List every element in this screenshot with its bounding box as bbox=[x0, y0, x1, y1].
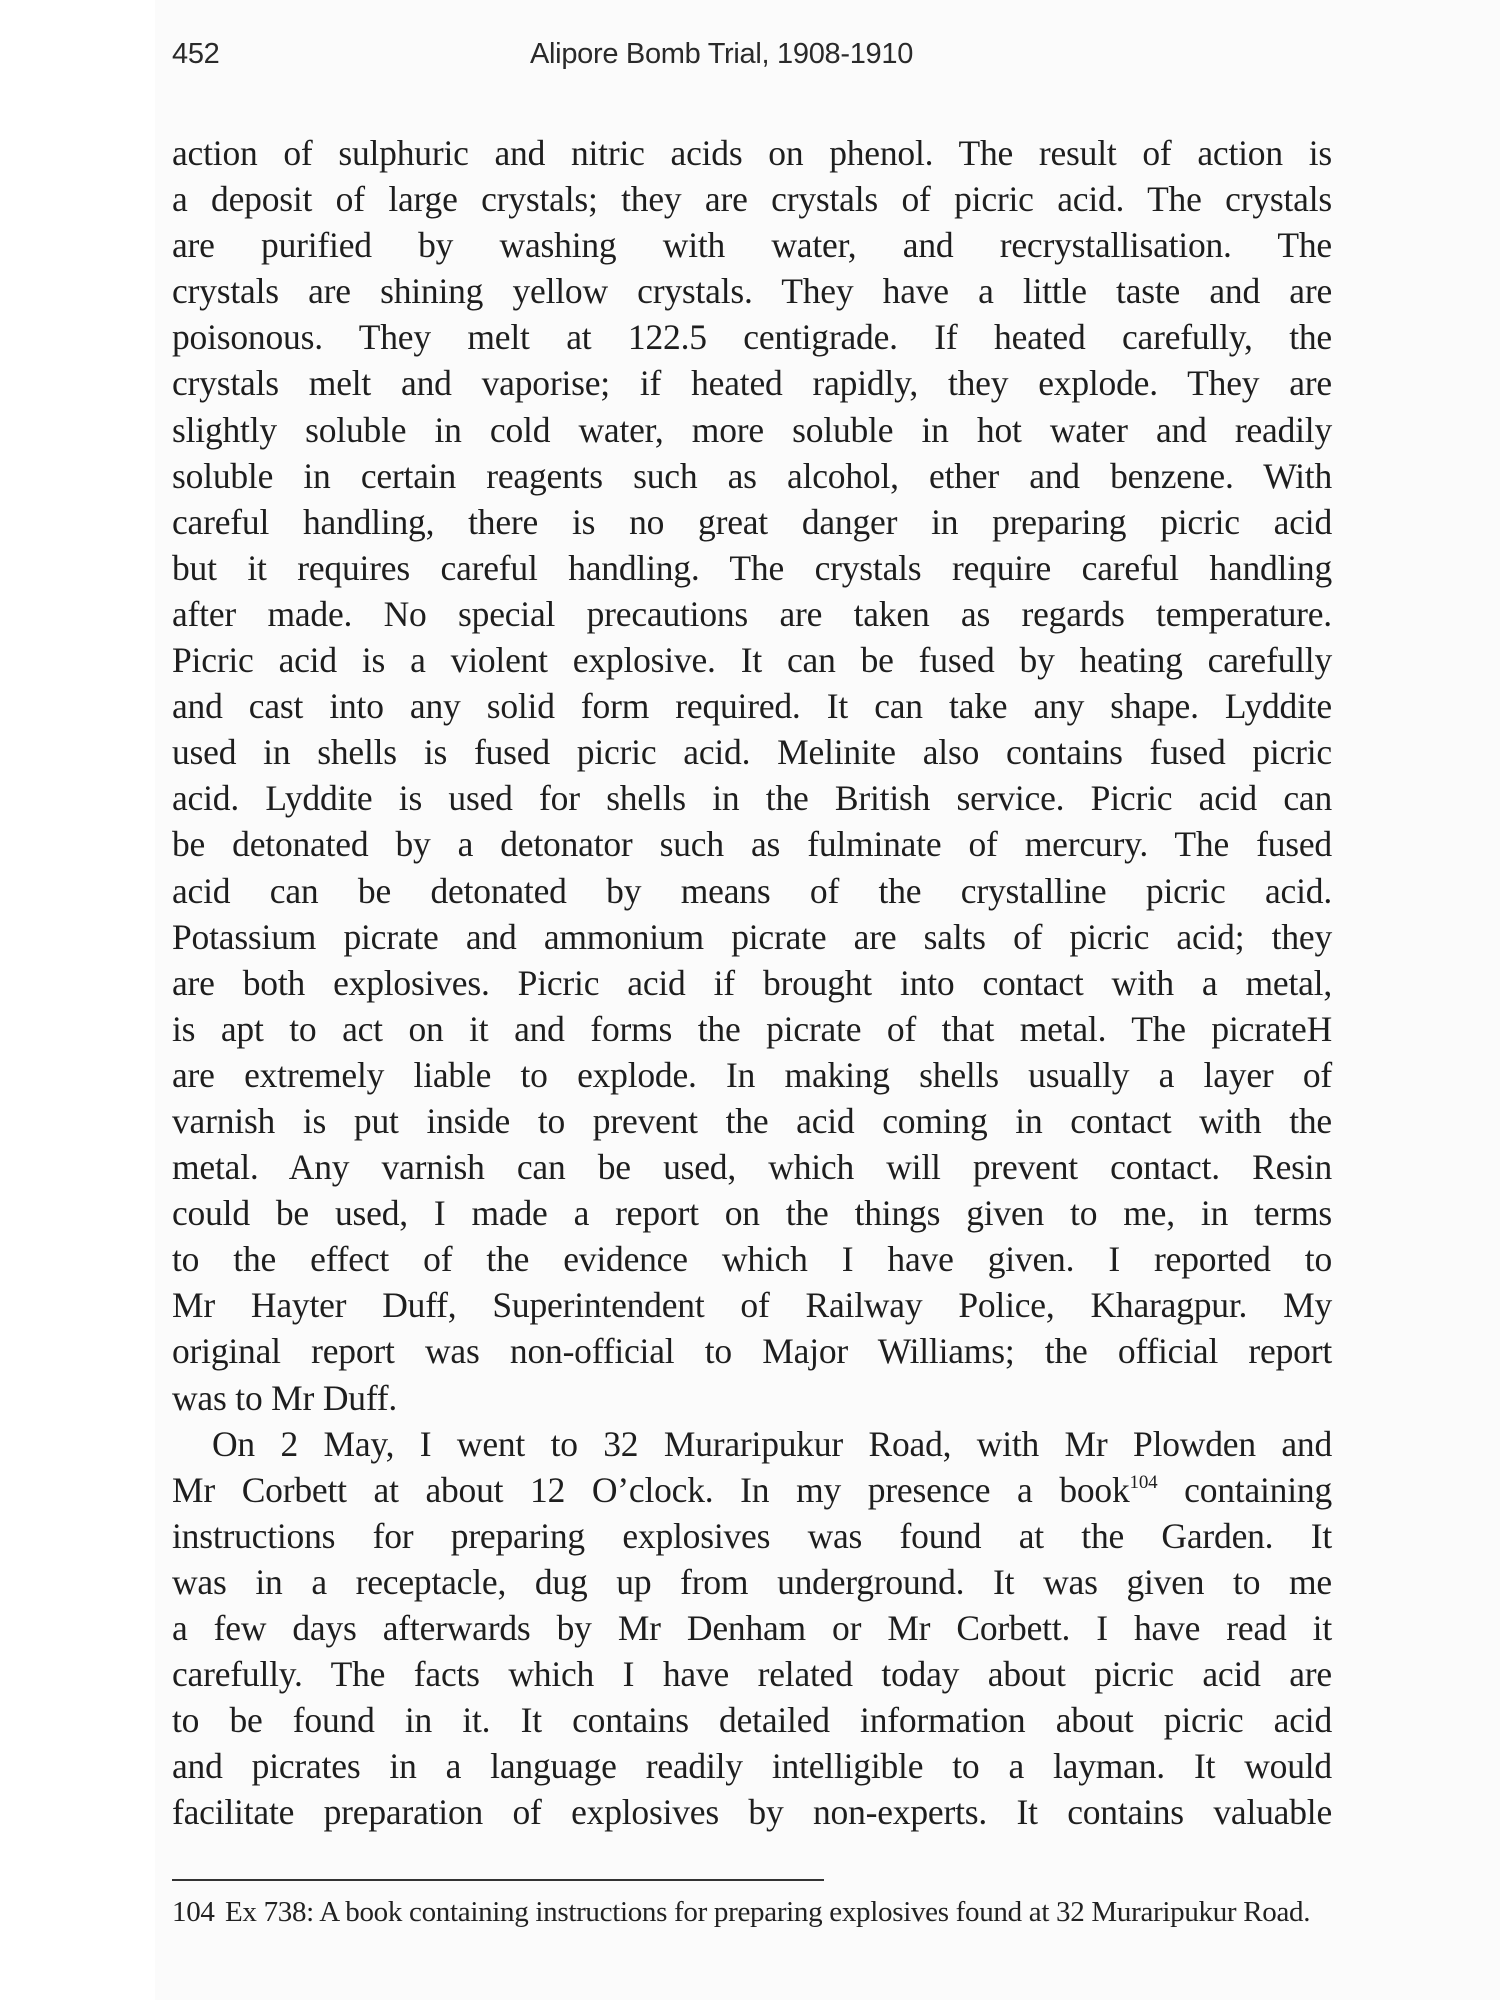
text-line: carefully. The facts which I have related today about picric acid are bbox=[172, 1654, 1332, 1695]
text-line: are purified by washing with water, and recrystallisation. The bbox=[172, 225, 1332, 266]
text-line: after made. No special precautions are taken as regards temperature. bbox=[172, 593, 1332, 634]
text-line: and picrates in a language readily intelligible to a layman. It would bbox=[172, 1746, 1332, 1787]
footnote-text: Ex 738: A book containing instructions for preparing explosives found at 32 Muraripukur Road. bbox=[225, 1896, 1311, 1928]
text-line: acid can be detonated by means of the crystalline picric acid. bbox=[172, 870, 1332, 911]
text-line: careful handling, there is no great danger in preparing picric acid bbox=[172, 501, 1332, 542]
footnote-divider bbox=[172, 1879, 824, 1881]
text-line: crystals are shining yellow crystals. They have a little taste and are bbox=[172, 271, 1332, 312]
body-text bbox=[172, 130, 1332, 1835]
text-line: Mr Hayter Duff, Superintendent of Railway Police, Kharagpur. My bbox=[172, 1285, 1332, 1326]
text-line: a few days afterwards by Mr Denham or Mr Corbett. I have read it bbox=[172, 1608, 1332, 1648]
text-line: Picric acid is a violent explosive. It can be fused by heating carefully bbox=[172, 640, 1332, 681]
text-line: Potassium picrate and ammonium picrate are salts of picric acid; they bbox=[172, 916, 1332, 957]
text-segment: containing bbox=[1157, 1469, 1332, 1510]
text-line: facilitate preparation of explosives by non-experts. It contains valuable bbox=[172, 1792, 1332, 1833]
text-line: acid. Lyddite is used for shells in the British service. Picric acid can bbox=[172, 778, 1332, 819]
text-line: used in shells is fused picric acid. Melinite also contains fused picric bbox=[172, 732, 1332, 773]
text-line: to be found in it. It contains detailed information about picric acid bbox=[172, 1700, 1332, 1741]
text-line: was to Mr Duff. bbox=[172, 1377, 398, 1418]
text-line: original report was non-official to Major Williams; the official report bbox=[172, 1331, 1332, 1372]
text-line-with-footnote-ref bbox=[172, 1467, 1332, 1513]
text-line: crystals melt and vaporise; if heated rapidly, they explode. They are bbox=[172, 363, 1332, 404]
footnote-reference[interactable]: 104 bbox=[1129, 1471, 1158, 1493]
text-line: could be used, I made a report on the things given to me, in terms bbox=[172, 1193, 1332, 1234]
running-title: Alipore Bomb Trial, 1908-1910 bbox=[530, 38, 914, 70]
text-line: a deposit of large crystals; they are crystals of picric acid. The crystals bbox=[172, 179, 1332, 220]
text-line: action of sulphuric and nitric acids on phenol. The result of action is bbox=[172, 133, 1332, 173]
paragraph-2-first-line: On 2 May, I went to 32 Muraripukur Road, with Mr Plowden and bbox=[212, 1423, 1332, 1464]
text-line: be detonated by a detonator such as fulminate of mercury. The fused bbox=[172, 824, 1332, 865]
text-line: soluble in certain reagents such as alcohol, ether and benzene. With bbox=[172, 455, 1332, 496]
running-head bbox=[172, 38, 1332, 78]
text-line: metal. Any varnish can be used, which will prevent contact. Resin bbox=[172, 1147, 1332, 1188]
text-segment: Mr Corbett at about 12 O’clock. In my presence a book bbox=[172, 1469, 1130, 1510]
text-line: slightly soluble in cold water, more soluble in hot water and readily bbox=[172, 409, 1332, 450]
text-line: poisonous. They melt at 122.5 centigrade. If heated carefully, the bbox=[172, 317, 1332, 358]
text-line: are extremely liable to explode. In making shells usually a layer of bbox=[172, 1054, 1332, 1095]
text-line: was in a receptacle, dug up from underground. It was given to me bbox=[172, 1561, 1332, 1602]
text-line: varnish is put inside to prevent the acid coming in contact with the bbox=[172, 1100, 1332, 1141]
page-number: 452 bbox=[172, 38, 220, 70]
footnote-number: 104 bbox=[172, 1896, 215, 1928]
text-line: instructions for preparing explosives was found at the Garden. It bbox=[172, 1515, 1332, 1556]
footnote bbox=[172, 1894, 1332, 1930]
text-line: are both explosives. Picric acid if brought into contact with a metal, bbox=[172, 962, 1332, 1003]
text-line: is apt to act on it and forms the picrate of that metal. The picrateH bbox=[172, 1008, 1332, 1049]
text-line: to the effect of the evidence which I have given. I reported to bbox=[172, 1239, 1332, 1280]
text-line: but it requires careful handling. The crystals require careful handling bbox=[172, 547, 1332, 588]
text-line: and cast into any solid form required. It can take any shape. Lyddite bbox=[172, 686, 1332, 727]
